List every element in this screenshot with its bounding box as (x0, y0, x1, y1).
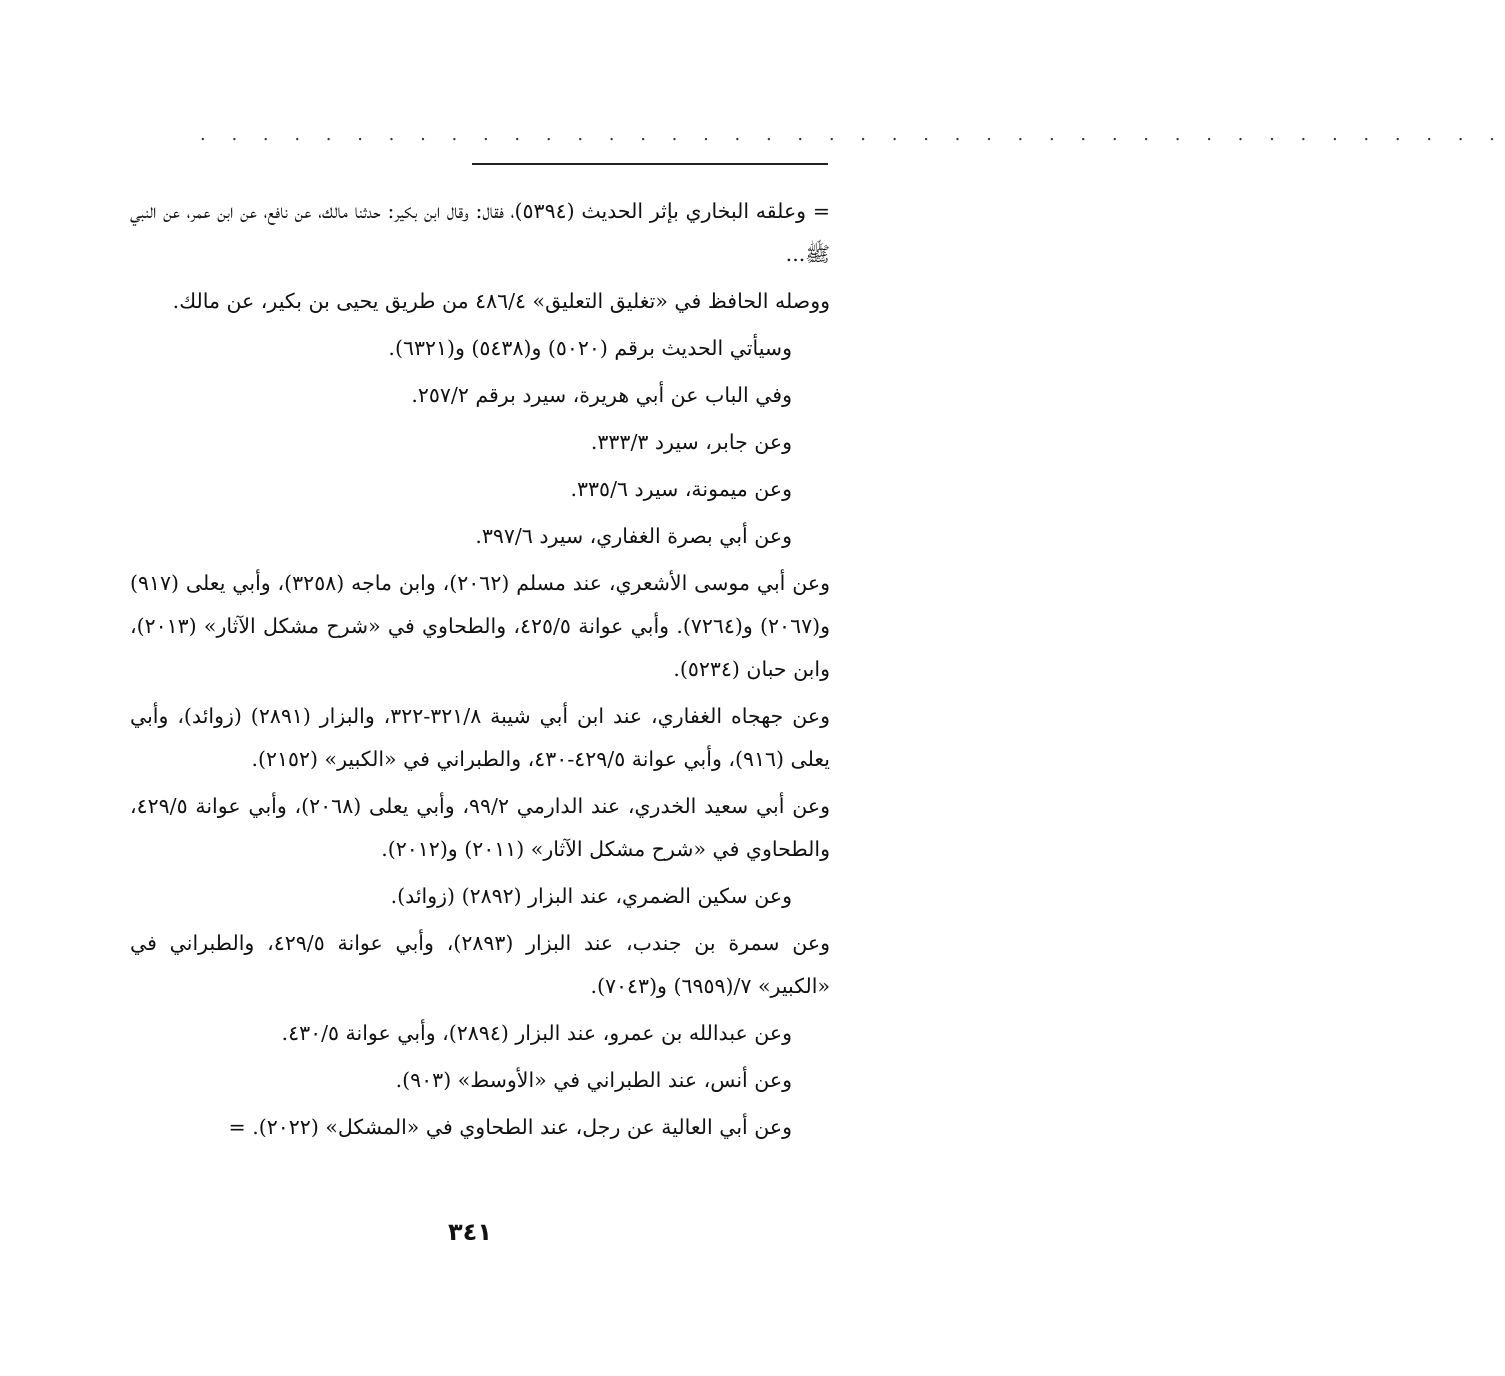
footnote-paragraph: وعن سكين الضمري، عند البزار (٢٨٩٢) (زوائد). (390, 884, 792, 908)
footnote-paragraph: وعن ميمونة، سيرد ٣٣٥/٦. (570, 477, 792, 501)
footnote-paragraph: وعن أبي سعيد الخدري، عند الدارمي ٩٩/٢، وأبي يعلى (٢٠٦٨)، وأبي عوانة ٤٢٩/٥، والطحاوي في «شرح مشكل الآثار» (٢٠١١) و(٢٠١٢). (130, 794, 830, 861)
footnote-paragraph: وعن سمرة بن جندب، عند البزار (٢٨٩٣)، وأبي عوانة ٤٢٩/٥، والطبراني في «الكبير» ٧/(٦٩٥٩) و(٧٠٤٣). (130, 931, 830, 998)
footnote-paragraph: وفي الباب عن أبي هريرة، سيرد برقم ٢٥٧/٢. (411, 383, 792, 407)
footnote-text (130, 190, 830, 1153)
footnote-paragraph: ووصله الحافظ في «تغليق التعليق» ٤٨٦/٤ من طريق يحيى بن بكير، عن مالك. (172, 289, 830, 313)
dotted-rule: . . . . . . . . . . . . . . . . . . . . . . . . . . . . . . . . . . . . . . . . . . (200, 124, 1505, 145)
page-number: ٣٤١ (448, 1218, 492, 1246)
footnote-paragraph: وعن جابر، سيرد ٣٣٣/٣. (590, 430, 792, 454)
footnote-paragraph: وعن جهجاه الغفاري، عند ابن أبي شيبة ٣٢١/٨-٣٢٢، والبزار (٢٨٩١) (زوائد)، وأبي يعلى (٩١٦)، وأبي عوانة ٤٢٩/٥-٤٣٠، والطبراني في «الكبير» (٢١٥٢). (130, 704, 830, 771)
footnote-paragraph: وعن عبدالله بن عمرو، عند البزار (٢٨٩٤)، وأبي عوانة ٤٣٠/٥. (281, 1021, 792, 1045)
footnote-paragraph: وعن أبي موسى الأشعري، عند مسلم (٢٠٦٢)، وابن ماجه (٣٢٥٨)، وأبي يعلى (٩١٧) و(٢٠٦٧) و(٧٢٦٤). وأبي عوانة ٤٢٥/٥، والطحاوي في «شرح مشكل الآثار» (٢٠١٣)، وابن حبان (٥٢٣٤). (130, 571, 830, 681)
footnote-paragraph: وعن أبي بصرة الغفاري، سيرد ٣٩٧/٦. (475, 524, 792, 548)
footnote-paragraph: وسيأتي الحديث برقم (٥٠٢٠) و(٥٤٣٨) و(٦٣٢١). (388, 336, 792, 360)
footnote-paragraph: وعن أبي العالية عن رجل، عند الطحاوي في «المشكل» (٢٠٢٢). = (228, 1115, 792, 1139)
footnote-paragraph: وعن أنس، عند الطبراني في «الأوسط» (٩٠٣). (395, 1068, 792, 1092)
footnote-paragraph: = وعلقه البخاري بإثر الحديث (٥٣٩٤)، فقال: وقال ابن بكير: حدثنا مالك، عن نافع، عن ابن عمر، عن النبي ﷺ... (130, 199, 830, 266)
footnote-separator (472, 163, 828, 165)
